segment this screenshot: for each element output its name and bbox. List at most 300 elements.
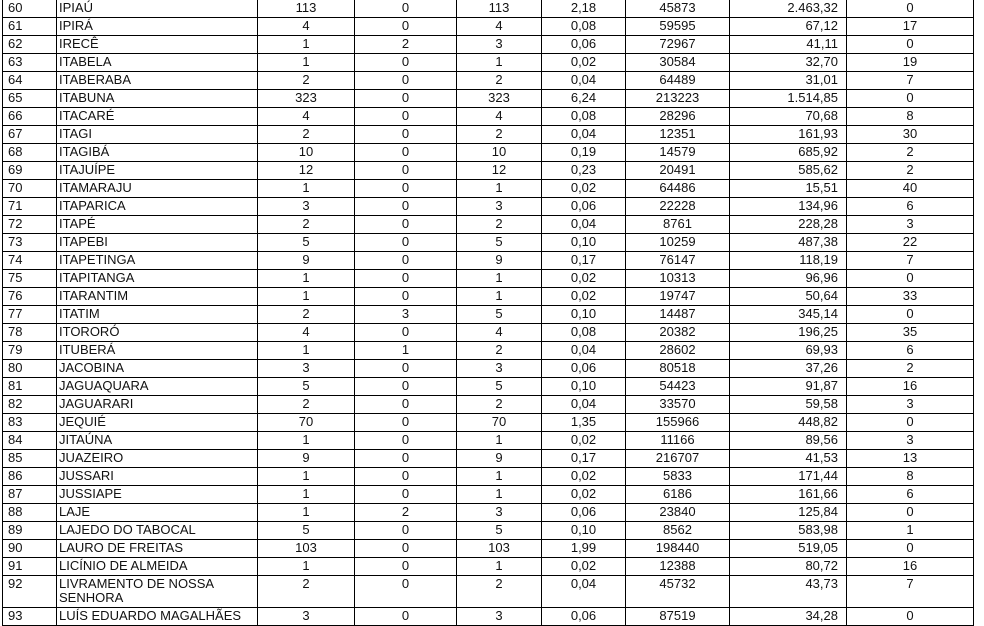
row-number-cell: 86 — [3, 468, 57, 486]
municipality-name-cell: JUSSIAPE — [57, 486, 258, 504]
rate-per-100k-cell: 69,93 — [730, 342, 847, 360]
cases-imported-cell: 0 — [355, 18, 457, 36]
municipality-name-cell: ITATIM — [57, 306, 258, 324]
table-row — [3, 432, 974, 450]
cases-imported-cell: 0 — [355, 162, 457, 180]
rate-per-100k-cell: 685,92 — [730, 144, 847, 162]
table-row — [3, 108, 974, 126]
cases-confirmed-cell: 1 — [258, 36, 355, 54]
percentage-cell: 2,18 — [542, 0, 626, 18]
cases-total-cell: 1 — [457, 270, 542, 288]
population-cell: 72967 — [626, 36, 730, 54]
table-row — [3, 216, 974, 234]
rate-per-100k-cell: 519,05 — [730, 540, 847, 558]
table-row — [3, 414, 974, 432]
cases-total-cell: 1 — [457, 432, 542, 450]
cases-imported-cell: 2 — [355, 36, 457, 54]
row-number-cell: 75 — [3, 270, 57, 288]
days-without-cases-cell: 35 — [847, 324, 974, 342]
row-number-cell: 90 — [3, 540, 57, 558]
days-without-cases-cell: 6 — [847, 342, 974, 360]
row-number-cell: 66 — [3, 108, 57, 126]
table-row — [3, 0, 974, 18]
cases-confirmed-cell: 4 — [258, 18, 355, 36]
row-number-cell: 93 — [3, 608, 57, 626]
cases-imported-cell: 1 — [355, 342, 457, 360]
cases-imported-cell: 0 — [355, 270, 457, 288]
rate-per-100k-cell: 228,28 — [730, 216, 847, 234]
rate-per-100k-cell: 89,56 — [730, 432, 847, 450]
percentage-cell: 0,02 — [542, 180, 626, 198]
cases-total-cell: 3 — [457, 504, 542, 522]
municipality-name-cell: ITAPETINGA — [57, 252, 258, 270]
cases-confirmed-cell: 5 — [258, 378, 355, 396]
rate-per-100k-cell: 487,38 — [730, 234, 847, 252]
percentage-cell: 1,99 — [542, 540, 626, 558]
rate-per-100k-cell: 41,11 — [730, 36, 847, 54]
rate-per-100k-cell: 32,70 — [730, 54, 847, 72]
municipality-name-cell: ITAPÉ — [57, 216, 258, 234]
rate-per-100k-cell: 171,44 — [730, 468, 847, 486]
cases-total-cell: 10 — [457, 144, 542, 162]
population-cell: 12351 — [626, 126, 730, 144]
table-row — [3, 324, 974, 342]
days-without-cases-cell: 0 — [847, 306, 974, 324]
cases-total-cell: 5 — [457, 234, 542, 252]
population-cell: 45873 — [626, 0, 730, 18]
cases-confirmed-cell: 1 — [258, 504, 355, 522]
days-without-cases-cell: 2 — [847, 162, 974, 180]
cases-confirmed-cell: 2 — [258, 72, 355, 90]
municipality-name-cell: IRECÊ — [57, 36, 258, 54]
row-number-cell: 67 — [3, 126, 57, 144]
cases-imported-cell: 0 — [355, 0, 457, 18]
cases-total-cell: 3 — [457, 36, 542, 54]
municipality-name-cell: ITABELA — [57, 54, 258, 72]
row-number-cell: 85 — [3, 450, 57, 468]
table-row — [3, 270, 974, 288]
cases-total-cell: 1 — [457, 558, 542, 576]
row-number-cell: 60 — [3, 0, 57, 18]
cases-imported-cell: 0 — [355, 540, 457, 558]
population-cell: 64486 — [626, 180, 730, 198]
days-without-cases-cell: 22 — [847, 234, 974, 252]
days-without-cases-cell: 16 — [847, 558, 974, 576]
days-without-cases-cell: 1 — [847, 522, 974, 540]
cases-imported-cell: 0 — [355, 180, 457, 198]
table-row — [3, 360, 974, 378]
percentage-cell: 0,04 — [542, 72, 626, 90]
cases-imported-cell: 2 — [355, 504, 457, 522]
percentage-cell: 0,06 — [542, 198, 626, 216]
rate-per-100k-cell: 2.463,32 — [730, 0, 847, 18]
cases-imported-cell: 0 — [355, 108, 457, 126]
days-without-cases-cell: 2 — [847, 144, 974, 162]
table-row — [3, 486, 974, 504]
percentage-cell: 0,10 — [542, 522, 626, 540]
table-row — [3, 468, 974, 486]
cases-confirmed-cell: 1 — [258, 270, 355, 288]
cases-imported-cell: 0 — [355, 468, 457, 486]
cases-confirmed-cell: 1 — [258, 432, 355, 450]
cases-confirmed-cell: 3 — [258, 360, 355, 378]
days-without-cases-cell: 3 — [847, 396, 974, 414]
table-row — [3, 198, 974, 216]
days-without-cases-cell: 17 — [847, 18, 974, 36]
table-row — [3, 306, 974, 324]
cases-imported-cell: 0 — [355, 216, 457, 234]
rate-per-100k-cell: 583,98 — [730, 522, 847, 540]
population-cell: 14579 — [626, 144, 730, 162]
row-number-cell: 65 — [3, 90, 57, 108]
table-row — [3, 608, 974, 626]
row-number-cell: 87 — [3, 486, 57, 504]
population-cell: 22228 — [626, 198, 730, 216]
municipality-name-cell: ITUBERÁ — [57, 342, 258, 360]
cases-confirmed-cell: 10 — [258, 144, 355, 162]
population-cell: 12388 — [626, 558, 730, 576]
percentage-cell: 0,08 — [542, 18, 626, 36]
percentage-cell: 0,08 — [542, 324, 626, 342]
cases-imported-cell: 0 — [355, 198, 457, 216]
cases-confirmed-cell: 4 — [258, 324, 355, 342]
table-row — [3, 72, 974, 90]
percentage-cell: 0,04 — [542, 576, 626, 608]
table-row — [3, 378, 974, 396]
municipality-name-cell: JAGUAQUARA — [57, 378, 258, 396]
cases-confirmed-cell: 2 — [258, 216, 355, 234]
cases-imported-cell: 0 — [355, 54, 457, 72]
rate-per-100k-cell: 31,01 — [730, 72, 847, 90]
cases-confirmed-cell: 2 — [258, 306, 355, 324]
days-without-cases-cell: 8 — [847, 468, 974, 486]
days-without-cases-cell: 40 — [847, 180, 974, 198]
municipality-name-cell: ITARANTIM — [57, 288, 258, 306]
row-number-cell: 76 — [3, 288, 57, 306]
population-cell: 155966 — [626, 414, 730, 432]
rate-per-100k-cell: 134,96 — [730, 198, 847, 216]
municipality-name-cell: JEQUIÉ — [57, 414, 258, 432]
municipality-name-cell: JITAÚNA — [57, 432, 258, 450]
table-row — [3, 54, 974, 72]
population-cell: 8562 — [626, 522, 730, 540]
cases-confirmed-cell: 12 — [258, 162, 355, 180]
days-without-cases-cell: 0 — [847, 608, 974, 626]
cases-confirmed-cell: 2 — [258, 126, 355, 144]
municipality-name-cell: ITAGI — [57, 126, 258, 144]
municipality-name-cell: IPIAÚ — [57, 0, 258, 18]
cases-total-cell: 1 — [457, 468, 542, 486]
rate-per-100k-cell: 41,53 — [730, 450, 847, 468]
rate-per-100k-cell: 448,82 — [730, 414, 847, 432]
cases-imported-cell: 0 — [355, 608, 457, 626]
cases-total-cell: 1 — [457, 486, 542, 504]
cases-total-cell: 3 — [457, 608, 542, 626]
cases-imported-cell: 0 — [355, 432, 457, 450]
row-number-cell: 79 — [3, 342, 57, 360]
cases-confirmed-cell: 1 — [258, 180, 355, 198]
cases-imported-cell: 0 — [355, 360, 457, 378]
municipality-name-cell: ITABUNA — [57, 90, 258, 108]
rate-per-100k-cell: 161,66 — [730, 486, 847, 504]
cases-confirmed-cell: 103 — [258, 540, 355, 558]
table-row — [3, 450, 974, 468]
table-row — [3, 144, 974, 162]
rate-per-100k-cell: 125,84 — [730, 504, 847, 522]
row-number-cell: 73 — [3, 234, 57, 252]
table-row — [3, 522, 974, 540]
municipality-name-cell: LICÍNIO DE ALMEIDA — [57, 558, 258, 576]
cases-imported-cell: 0 — [355, 396, 457, 414]
cases-confirmed-cell: 1 — [258, 342, 355, 360]
municipality-name-cell: JAGUARARI — [57, 396, 258, 414]
table-row — [3, 18, 974, 36]
cases-total-cell: 5 — [457, 378, 542, 396]
cases-total-cell: 2 — [457, 396, 542, 414]
percentage-cell: 0,02 — [542, 432, 626, 450]
population-cell: 19747 — [626, 288, 730, 306]
table-row — [3, 288, 974, 306]
population-cell: 11166 — [626, 432, 730, 450]
population-cell: 10313 — [626, 270, 730, 288]
cases-total-cell: 70 — [457, 414, 542, 432]
cases-confirmed-cell: 1 — [258, 288, 355, 306]
row-number-cell: 68 — [3, 144, 57, 162]
table-row — [3, 396, 974, 414]
rate-per-100k-cell: 1.514,85 — [730, 90, 847, 108]
cases-total-cell: 9 — [457, 450, 542, 468]
row-number-cell: 77 — [3, 306, 57, 324]
population-cell: 59595 — [626, 18, 730, 36]
cases-total-cell: 3 — [457, 198, 542, 216]
days-without-cases-cell: 0 — [847, 414, 974, 432]
days-without-cases-cell: 16 — [847, 378, 974, 396]
cases-total-cell: 4 — [457, 18, 542, 36]
cases-confirmed-cell: 70 — [258, 414, 355, 432]
cases-total-cell: 4 — [457, 324, 542, 342]
cases-total-cell: 2 — [457, 72, 542, 90]
percentage-cell: 0,06 — [542, 608, 626, 626]
days-without-cases-cell: 3 — [847, 432, 974, 450]
population-cell: 76147 — [626, 252, 730, 270]
rate-per-100k-cell: 161,93 — [730, 126, 847, 144]
cases-imported-cell: 0 — [355, 522, 457, 540]
cases-total-cell: 3 — [457, 360, 542, 378]
population-cell: 28296 — [626, 108, 730, 126]
rate-per-100k-cell: 37,26 — [730, 360, 847, 378]
row-number-cell: 83 — [3, 414, 57, 432]
percentage-cell: 0,10 — [542, 306, 626, 324]
rate-per-100k-cell: 345,14 — [730, 306, 847, 324]
cases-imported-cell: 0 — [355, 558, 457, 576]
municipality-name-cell: LUÍS EDUARDO MAGALHÃES — [57, 608, 258, 626]
cases-confirmed-cell: 323 — [258, 90, 355, 108]
table-row — [3, 576, 974, 608]
municipality-name-cell: ITAPEBI — [57, 234, 258, 252]
cases-total-cell: 9 — [457, 252, 542, 270]
population-cell: 80518 — [626, 360, 730, 378]
population-cell: 6186 — [626, 486, 730, 504]
table-row — [3, 162, 974, 180]
row-number-cell: 71 — [3, 198, 57, 216]
cases-total-cell: 113 — [457, 0, 542, 18]
days-without-cases-cell: 6 — [847, 198, 974, 216]
cases-imported-cell: 0 — [355, 234, 457, 252]
municipality-name-cell: JUAZEIRO — [57, 450, 258, 468]
cases-imported-cell: 0 — [355, 90, 457, 108]
percentage-cell: 6,24 — [542, 90, 626, 108]
population-cell: 5833 — [626, 468, 730, 486]
days-without-cases-cell: 7 — [847, 72, 974, 90]
table-row — [3, 234, 974, 252]
rate-per-100k-cell: 59,58 — [730, 396, 847, 414]
row-number-cell: 82 — [3, 396, 57, 414]
cases-total-cell: 2 — [457, 216, 542, 234]
rate-per-100k-cell: 70,68 — [730, 108, 847, 126]
cases-total-cell: 4 — [457, 108, 542, 126]
days-without-cases-cell: 8 — [847, 108, 974, 126]
municipality-name-cell: ITAJUÍPE — [57, 162, 258, 180]
days-without-cases-cell: 0 — [847, 270, 974, 288]
cases-imported-cell: 0 — [355, 252, 457, 270]
municipality-name-cell: IPIRÁ — [57, 18, 258, 36]
cases-confirmed-cell: 9 — [258, 450, 355, 468]
days-without-cases-cell: 30 — [847, 126, 974, 144]
cases-confirmed-cell: 3 — [258, 198, 355, 216]
population-cell: 33570 — [626, 396, 730, 414]
municipality-name-cell: ITAPITANGA — [57, 270, 258, 288]
days-without-cases-cell: 3 — [847, 216, 974, 234]
percentage-cell: 0,10 — [542, 378, 626, 396]
percentage-cell: 0,17 — [542, 450, 626, 468]
percentage-cell: 0,02 — [542, 486, 626, 504]
percentage-cell: 0,06 — [542, 36, 626, 54]
cases-confirmed-cell: 113 — [258, 0, 355, 18]
cases-total-cell: 1 — [457, 288, 542, 306]
cases-total-cell: 1 — [457, 180, 542, 198]
row-number-cell: 91 — [3, 558, 57, 576]
cases-confirmed-cell: 2 — [258, 576, 355, 608]
percentage-cell: 0,02 — [542, 270, 626, 288]
row-number-cell: 69 — [3, 162, 57, 180]
table-row — [3, 252, 974, 270]
table-row — [3, 180, 974, 198]
days-without-cases-cell: 7 — [847, 576, 974, 608]
population-cell: 216707 — [626, 450, 730, 468]
rate-per-100k-cell: 15,51 — [730, 180, 847, 198]
cases-confirmed-cell: 9 — [258, 252, 355, 270]
percentage-cell: 0,10 — [542, 234, 626, 252]
row-number-cell: 64 — [3, 72, 57, 90]
municipality-name-cell: ITAPARICA — [57, 198, 258, 216]
cases-imported-cell: 0 — [355, 378, 457, 396]
cases-confirmed-cell: 1 — [258, 468, 355, 486]
municipality-table — [2, 0, 974, 626]
cases-imported-cell: 0 — [355, 126, 457, 144]
municipality-name-cell: ITORORÓ — [57, 324, 258, 342]
row-number-cell: 84 — [3, 432, 57, 450]
cases-imported-cell: 0 — [355, 324, 457, 342]
population-cell: 45732 — [626, 576, 730, 608]
population-cell: 23840 — [626, 504, 730, 522]
cases-imported-cell: 0 — [355, 72, 457, 90]
percentage-cell: 0,02 — [542, 558, 626, 576]
cases-imported-cell: 0 — [355, 414, 457, 432]
row-number-cell: 61 — [3, 18, 57, 36]
table-row — [3, 540, 974, 558]
row-number-cell: 81 — [3, 378, 57, 396]
population-cell: 8761 — [626, 216, 730, 234]
rate-per-100k-cell: 34,28 — [730, 608, 847, 626]
table-body — [3, 0, 974, 626]
percentage-cell: 0,02 — [542, 288, 626, 306]
rate-per-100k-cell: 67,12 — [730, 18, 847, 36]
days-without-cases-cell: 6 — [847, 486, 974, 504]
row-number-cell: 63 — [3, 54, 57, 72]
row-number-cell: 74 — [3, 252, 57, 270]
table-row — [3, 126, 974, 144]
days-without-cases-cell: 0 — [847, 540, 974, 558]
percentage-cell: 0,19 — [542, 144, 626, 162]
percentage-cell: 0,02 — [542, 468, 626, 486]
rate-per-100k-cell: 50,64 — [730, 288, 847, 306]
population-cell: 20382 — [626, 324, 730, 342]
table-row — [3, 504, 974, 522]
percentage-cell: 0,04 — [542, 216, 626, 234]
row-number-cell: 89 — [3, 522, 57, 540]
municipality-name-cell: LAJE — [57, 504, 258, 522]
population-cell: 87519 — [626, 608, 730, 626]
cases-total-cell: 103 — [457, 540, 542, 558]
row-number-cell: 88 — [3, 504, 57, 522]
rate-per-100k-cell: 585,62 — [730, 162, 847, 180]
percentage-cell: 1,35 — [542, 414, 626, 432]
row-number-cell: 70 — [3, 180, 57, 198]
population-cell: 198440 — [626, 540, 730, 558]
municipality-name-cell: ITACARÉ — [57, 108, 258, 126]
row-number-cell: 92 — [3, 576, 57, 608]
cases-total-cell: 12 — [457, 162, 542, 180]
cases-confirmed-cell: 5 — [258, 234, 355, 252]
population-cell: 54423 — [626, 378, 730, 396]
row-number-cell: 78 — [3, 324, 57, 342]
rate-per-100k-cell: 118,19 — [730, 252, 847, 270]
population-cell: 213223 — [626, 90, 730, 108]
rate-per-100k-cell: 80,72 — [730, 558, 847, 576]
table-row — [3, 90, 974, 108]
municipality-name-cell: JACOBINA — [57, 360, 258, 378]
percentage-cell: 0,17 — [542, 252, 626, 270]
cases-confirmed-cell: 3 — [258, 608, 355, 626]
municipality-name-cell: JUSSARI — [57, 468, 258, 486]
municipality-name-cell: ITAGIBÁ — [57, 144, 258, 162]
cases-confirmed-cell: 1 — [258, 558, 355, 576]
cases-confirmed-cell: 2 — [258, 396, 355, 414]
percentage-cell: 0,06 — [542, 360, 626, 378]
cases-total-cell: 5 — [457, 522, 542, 540]
cases-confirmed-cell: 5 — [258, 522, 355, 540]
cases-total-cell: 2 — [457, 126, 542, 144]
cases-total-cell: 5 — [457, 306, 542, 324]
days-without-cases-cell: 13 — [847, 450, 974, 468]
cases-imported-cell: 0 — [355, 486, 457, 504]
table-row — [3, 36, 974, 54]
table-row — [3, 558, 974, 576]
percentage-cell: 0,23 — [542, 162, 626, 180]
municipality-name-cell: ITABERABA — [57, 72, 258, 90]
days-without-cases-cell: 33 — [847, 288, 974, 306]
cases-imported-cell: 0 — [355, 288, 457, 306]
